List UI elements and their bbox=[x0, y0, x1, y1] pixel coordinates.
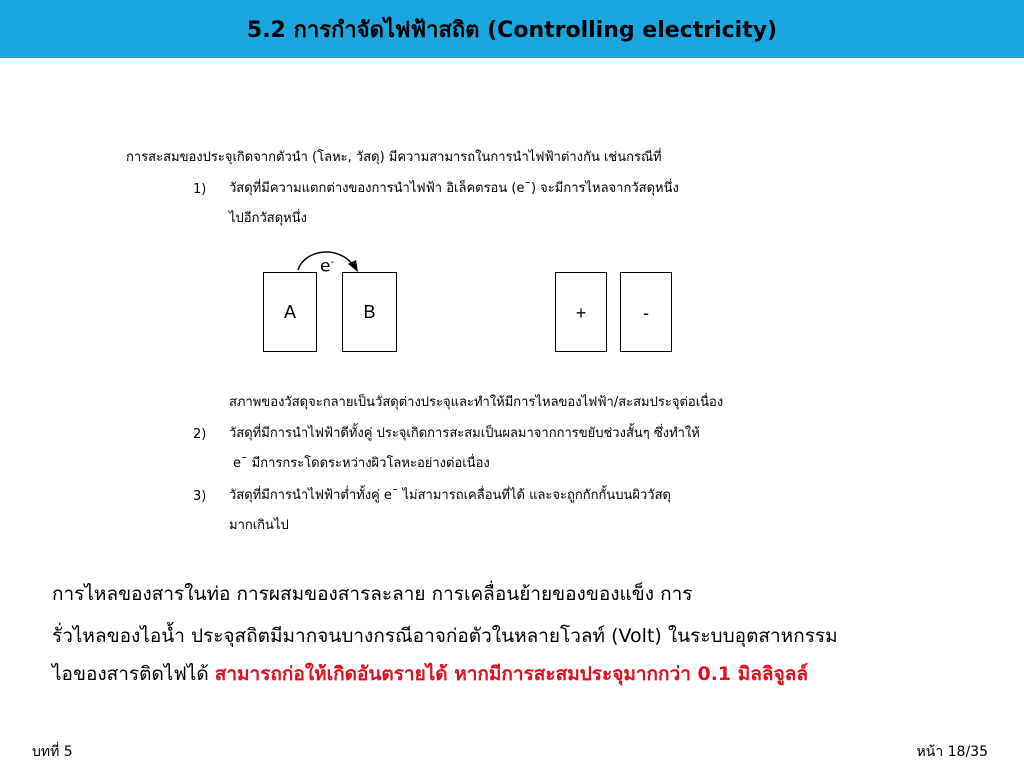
item-3-number: 3) bbox=[193, 489, 207, 504]
item-2-line-2: e¯ มีการกระโดดระหว่างผิวโลหะอย่างต่อเนื่อง bbox=[233, 456, 490, 471]
intro-text: การสะสมของประจุเกิดจากตัวนำ (โลหะ, วัสดุ) มีความสามารถในการนำไฟฟ้าต่างกัน เช่นกรณีที่ bbox=[126, 150, 662, 165]
title-bar bbox=[0, 0, 1024, 58]
paragraph-line-2: รั่วไหลของไอน้ำ ประจุสถิตมีมากจนบางกรณีอาจก่อตัวในหลายโวลท์ (Volt) ในระบบอุตสาหกรรม bbox=[52, 625, 838, 647]
paragraph-line-3-normal: ไอของสารติดไฟได้ bbox=[52, 663, 215, 685]
electron-label: e- bbox=[320, 256, 335, 277]
state-text: สภาพของวัสดุจะกลายเป็นวัสดุต่างประจุและทำให้มีการไหลของไฟฟ้า/สะสมประจุต่อเนื่อง bbox=[229, 395, 724, 410]
item-1-number: 1) bbox=[193, 182, 207, 197]
box-a: A bbox=[263, 272, 317, 352]
warning-highlight: สามารถก่อให้เกิดอันตรายได้ หากมีการสะสมประจุมากกว่า 0.1 มิลลิจูลล์ bbox=[214, 663, 808, 685]
box-b: B bbox=[342, 272, 397, 352]
slide-title: 5.2 การกำจัดไฟฟ้าสถิต (Controlling electricity) bbox=[246, 17, 778, 43]
box-negative: - bbox=[620, 272, 672, 352]
page-number: หน้า 18/35 bbox=[916, 744, 988, 760]
item-2-line-1: วัสดุที่มีการนำไฟฟ้าดีทั้งคู่ ประจุเกิดการสะสมเป็นผลมาจากการขยับช่วงสั้นๆ ซึ่งทำให้ bbox=[229, 426, 700, 441]
paragraph-line-1: การไหลของสารในท่อ การผสมของสารละลาย การเคลื่อนย้ายของของแข็ง การ bbox=[52, 583, 693, 605]
item-3-line-1: วัสดุที่มีการนำไฟฟ้าต่ำทั้งคู่ e¯ ไม่สามารถเคลื่อนที่ได้ และจะถูกกักกั้นบนผิววัสดุ bbox=[229, 488, 671, 503]
item-1-line-2: ไปอีกวัสดุหนึ่ง bbox=[229, 211, 307, 226]
paragraph-line-3 bbox=[52, 665, 808, 684]
item-3-line-2: มากเกินไป bbox=[229, 518, 289, 533]
item-2-number: 2) bbox=[193, 427, 207, 442]
item-1-line-1: วัสดุที่มีความแตกต่างของการนำไฟฟ้า อิเล็คตรอน (e¯) จะมีการไหลจากวัสดุหนึ่ง bbox=[229, 181, 679, 196]
chapter-label: บทที่ 5 bbox=[32, 744, 73, 760]
box-positive: + bbox=[555, 272, 607, 352]
